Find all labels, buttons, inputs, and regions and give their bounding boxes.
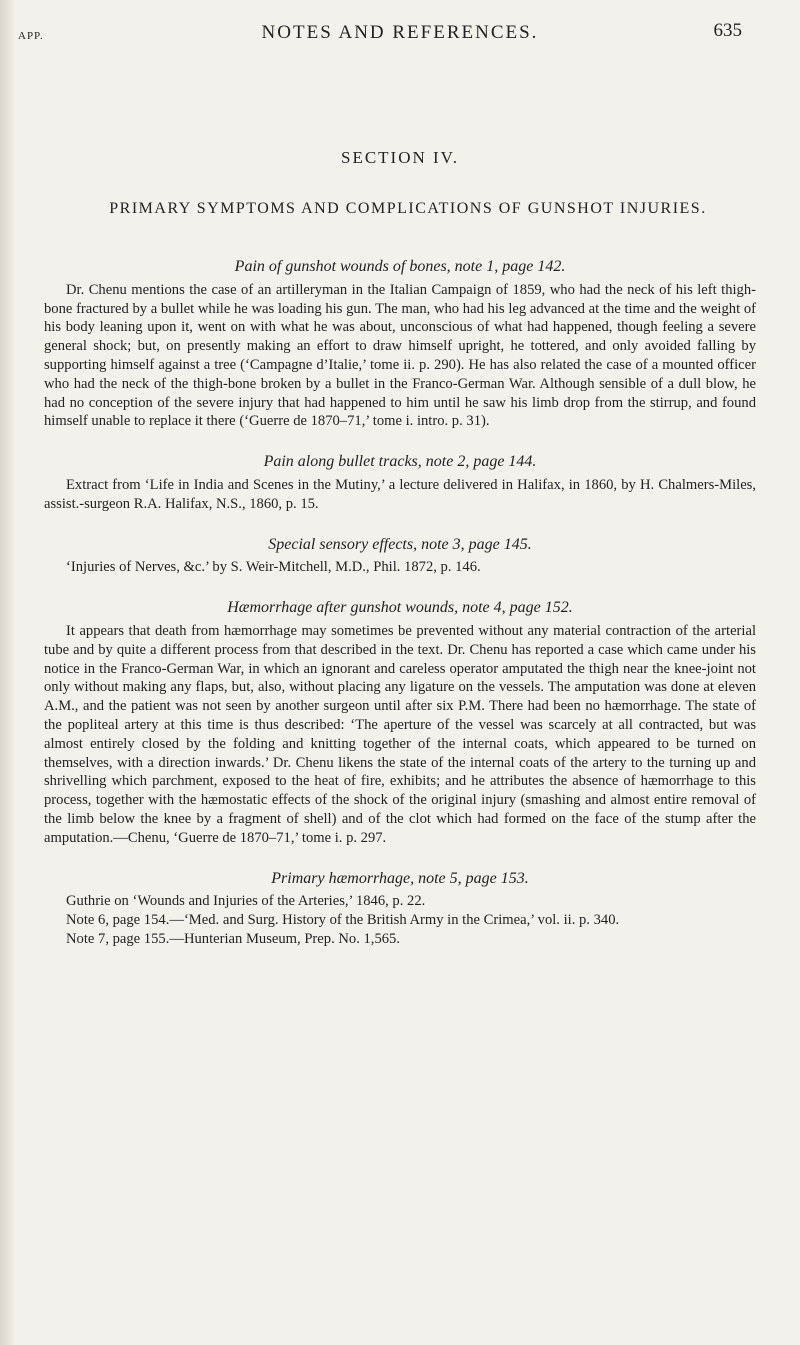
note-text: ‘Injuries of Nerves, &c.’ by S. Weir-Mitchell, M.D., Phil. 1872, p. 146. (66, 559, 481, 576)
note-text: Guthrie on ‘Wounds and Injuries of the Arteries,’ 1846, p. 22. (66, 893, 426, 910)
notes-body (44, 258, 756, 949)
note-heading: Pain of gunshot wounds of bones, note 1, page 142. (234, 258, 566, 275)
note-text: Note 7, page 155.—Hunterian Museum, Prep. No. 1,565. (66, 930, 400, 947)
note-heading: Primary hæmorrhage, note 5, page 153. (271, 869, 529, 887)
section-heading: SECTION IV. (340, 148, 460, 167)
note-text: Dr. Chenu mentions the case of an artilleryman in the Italian Campaign of 1859, who had the neck of his left thigh-bone fractured by a bullet while he was loading his gun. The man, who had his leg advanced at the time and the weight of his body leaning upon it, went on with what he was about, unconscious of what had happened, though feeling a severe general shock; but, on presently making an effort to draw himself upright, he tottered, and only avoided falling by supporting himself against a tree (‘Campagne d’Italie,’ tome ii. p. 290). He has also related the case of a mounted officer who had the neck of the thigh-bone broken by a bullet in the Franco-German War. Although sensible of a dull blow, he had no conception of the severe injury that had happened to him until he saw his limb drop from the stirrup, and found himself unable to replace it there (‘Guerre de 1870–71,’ tome i. intro. p. 31). (44, 281, 756, 430)
note-text: Extract from ‘Life in India and Scenes in the Mutiny,’ a lecture delivered in Halifax, in 1860, by H. Chalmers-Miles, assist.-surgeon R.A. Halifax, N.S., 1860, p. 15. (44, 476, 756, 512)
note-text: Note 6, page 154.—‘Med. and Surg. History of the British Army in the Crimea,’ vol. ii. p. 340. (66, 912, 620, 929)
appendix-label: APP. (18, 30, 44, 42)
note-text: It appears that death from hæmorrhage may sometimes be prevented without any material contraction of the arterial tube and by quite a different process from that described in the text. Dr. Chenu has reported a case which came under his notice in the Franco-German War, in which an ignorant and careless operator amputated the thigh near the knee-joint not only without making any flaps, but, also, without placing any ligature on the vessels. The amputation was done at eleven A.M., and the patient was not seen by another surgeon until after six P.M. There had been no hæmorrhage. The state of the popliteal artery at this time is thus described: ‘The aperture of the vessel was scarcely at all contracted, but was almost entirely closed by the folding and knitting together of the internal coats, which appeared to be turned on themselves, with a direction inwards.’ Dr. Chenu likens the state of the internal coats of the artery to the turning up and shrivelling which parchment, exposed to the heat of fire, exhibits; and he attributes the absence of hæmorrhage to this process, together with the hæmostatic effects of the shock of the original injury (smashing and almost entire removal of the limb below the knee by a fragment of shell) and of the clot which had formed on the face of the stump after the amputation.—Chenu, ‘Guerre de 1870–71,’ tome i. p. 297. (44, 622, 756, 846)
note-heading: Special sensory effects, note 3, page 145. (268, 535, 532, 553)
note-heading: Hæmorrhage after gunshot wounds, note 4, page 152. (227, 599, 573, 617)
page-number: 635 (713, 20, 742, 41)
running-title: NOTES AND REFERENCES. (261, 22, 539, 43)
page-gutter (0, 0, 14, 1345)
running-head (0, 16, 800, 46)
note-heading: Pain along bullet tracks, note 2, page 144. (263, 453, 537, 471)
section-title: PRIMARY SYMPTOMS AND COMPLICATIONS OF GUNSHOT INJURIES. (109, 200, 707, 217)
